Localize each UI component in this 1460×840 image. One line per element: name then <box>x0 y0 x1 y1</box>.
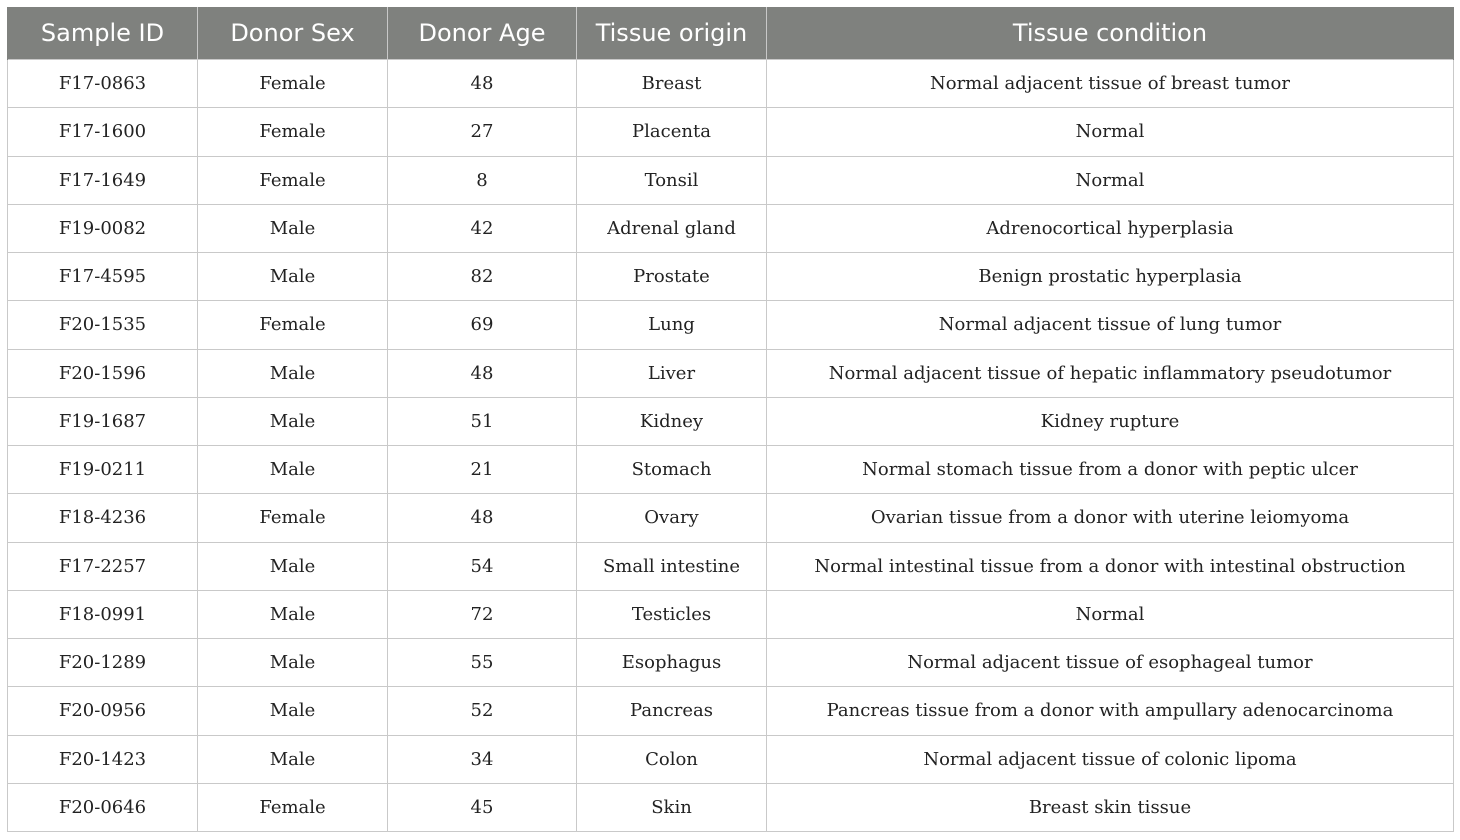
cell-tissue-condition: Normal <box>767 156 1454 204</box>
cell-tissue-condition: Normal intestinal tissue from a donor with intestinal obstruction <box>767 542 1454 590</box>
cell-tissue-origin: Stomach <box>577 446 767 494</box>
cell-tissue-origin: Skin <box>577 783 767 831</box>
header-tissue-condition: Tissue condition <box>767 7 1454 60</box>
cell-tissue-condition: Normal stomach tissue from a donor with peptic ulcer <box>767 446 1454 494</box>
cell-sample-id: F17-0863 <box>8 60 198 108</box>
cell-tissue-origin: Liver <box>577 349 767 397</box>
cell-tissue-origin: Kidney <box>577 397 767 445</box>
table-row <box>8 542 1454 590</box>
cell-sample-id: F20-0956 <box>8 687 198 735</box>
cell-donor-age: 72 <box>388 590 577 638</box>
cell-tissue-origin: Small intestine <box>577 542 767 590</box>
sample-table <box>7 7 1454 832</box>
table-row <box>8 639 1454 687</box>
cell-donor-sex: Male <box>198 204 388 252</box>
cell-donor-age: 8 <box>388 156 577 204</box>
table-row <box>8 301 1454 349</box>
cell-tissue-condition: Normal adjacent tissue of lung tumor <box>767 301 1454 349</box>
cell-donor-age: 48 <box>388 349 577 397</box>
cell-donor-sex: Male <box>198 590 388 638</box>
cell-donor-age: 69 <box>388 301 577 349</box>
table-row <box>8 349 1454 397</box>
cell-tissue-origin: Ovary <box>577 494 767 542</box>
cell-sample-id: F17-1600 <box>8 108 198 156</box>
cell-donor-age: 42 <box>388 204 577 252</box>
cell-donor-sex: Female <box>198 60 388 108</box>
cell-donor-age: 48 <box>388 494 577 542</box>
cell-tissue-origin: Colon <box>577 735 767 783</box>
cell-tissue-origin: Pancreas <box>577 687 767 735</box>
cell-tissue-condition: Adrenocortical hyperplasia <box>767 204 1454 252</box>
cell-sample-id: F17-4595 <box>8 253 198 301</box>
cell-sample-id: F20-1535 <box>8 301 198 349</box>
cell-tissue-origin: Tonsil <box>577 156 767 204</box>
table-row <box>8 590 1454 638</box>
header-donor-sex: Donor Sex <box>198 7 388 60</box>
table-row <box>8 783 1454 831</box>
cell-sample-id: F20-0646 <box>8 783 198 831</box>
table-body <box>8 60 1454 832</box>
header-row <box>8 7 1454 60</box>
cell-tissue-origin: Lung <box>577 301 767 349</box>
table-row <box>8 446 1454 494</box>
cell-tissue-condition: Normal <box>767 108 1454 156</box>
cell-sample-id: F20-1596 <box>8 349 198 397</box>
table-row <box>8 204 1454 252</box>
cell-tissue-condition: Breast skin tissue <box>767 783 1454 831</box>
cell-donor-sex: Male <box>198 542 388 590</box>
cell-donor-age: 45 <box>388 783 577 831</box>
cell-donor-sex: Male <box>198 687 388 735</box>
cell-sample-id: F20-1289 <box>8 639 198 687</box>
cell-donor-sex: Male <box>198 639 388 687</box>
cell-donor-age: 21 <box>388 446 577 494</box>
table-header <box>8 7 1454 60</box>
cell-donor-age: 27 <box>388 108 577 156</box>
cell-tissue-condition: Normal adjacent tissue of hepatic inflammatory pseudotumor <box>767 349 1454 397</box>
cell-sample-id: F19-0211 <box>8 446 198 494</box>
cell-donor-sex: Female <box>198 156 388 204</box>
cell-tissue-origin: Breast <box>577 60 767 108</box>
table-row <box>8 60 1454 108</box>
table-row <box>8 735 1454 783</box>
cell-donor-age: 48 <box>388 60 577 108</box>
cell-tissue-origin: Placenta <box>577 108 767 156</box>
cell-tissue-origin: Adrenal gland <box>577 204 767 252</box>
cell-tissue-condition: Normal <box>767 590 1454 638</box>
cell-donor-sex: Female <box>198 301 388 349</box>
table-row <box>8 156 1454 204</box>
cell-tissue-condition: Normal adjacent tissue of breast tumor <box>767 60 1454 108</box>
cell-donor-age: 52 <box>388 687 577 735</box>
cell-sample-id: F17-2257 <box>8 542 198 590</box>
table-row <box>8 253 1454 301</box>
cell-donor-age: 51 <box>388 397 577 445</box>
cell-tissue-condition: Pancreas tissue from a donor with ampullary adenocarcinoma <box>767 687 1454 735</box>
cell-donor-age: 34 <box>388 735 577 783</box>
table-row <box>8 108 1454 156</box>
cell-donor-sex: Female <box>198 494 388 542</box>
header-tissue-origin: Tissue origin <box>577 7 767 60</box>
cell-tissue-condition: Normal adjacent tissue of esophageal tumor <box>767 639 1454 687</box>
cell-donor-sex: Male <box>198 735 388 783</box>
cell-sample-id: F18-4236 <box>8 494 198 542</box>
cell-donor-sex: Male <box>198 446 388 494</box>
cell-tissue-origin: Esophagus <box>577 639 767 687</box>
cell-donor-sex: Male <box>198 397 388 445</box>
cell-donor-sex: Male <box>198 349 388 397</box>
cell-sample-id: F18-0991 <box>8 590 198 638</box>
cell-donor-sex: Female <box>198 783 388 831</box>
cell-donor-sex: Male <box>198 253 388 301</box>
cell-donor-sex: Female <box>198 108 388 156</box>
cell-tissue-origin: Prostate <box>577 253 767 301</box>
table-row <box>8 494 1454 542</box>
cell-tissue-condition: Ovarian tissue from a donor with uterine leiomyoma <box>767 494 1454 542</box>
cell-tissue-condition: Kidney rupture <box>767 397 1454 445</box>
cell-sample-id: F19-0082 <box>8 204 198 252</box>
header-sample-id: Sample ID <box>8 7 198 60</box>
header-donor-age: Donor Age <box>388 7 577 60</box>
cell-donor-age: 82 <box>388 253 577 301</box>
cell-sample-id: F20-1423 <box>8 735 198 783</box>
cell-tissue-condition: Benign prostatic hyperplasia <box>767 253 1454 301</box>
table-row <box>8 687 1454 735</box>
table-row <box>8 397 1454 445</box>
cell-donor-age: 55 <box>388 639 577 687</box>
cell-tissue-condition: Normal adjacent tissue of colonic lipoma <box>767 735 1454 783</box>
cell-sample-id: F17-1649 <box>8 156 198 204</box>
cell-donor-age: 54 <box>388 542 577 590</box>
cell-sample-id: F19-1687 <box>8 397 198 445</box>
cell-tissue-origin: Testicles <box>577 590 767 638</box>
